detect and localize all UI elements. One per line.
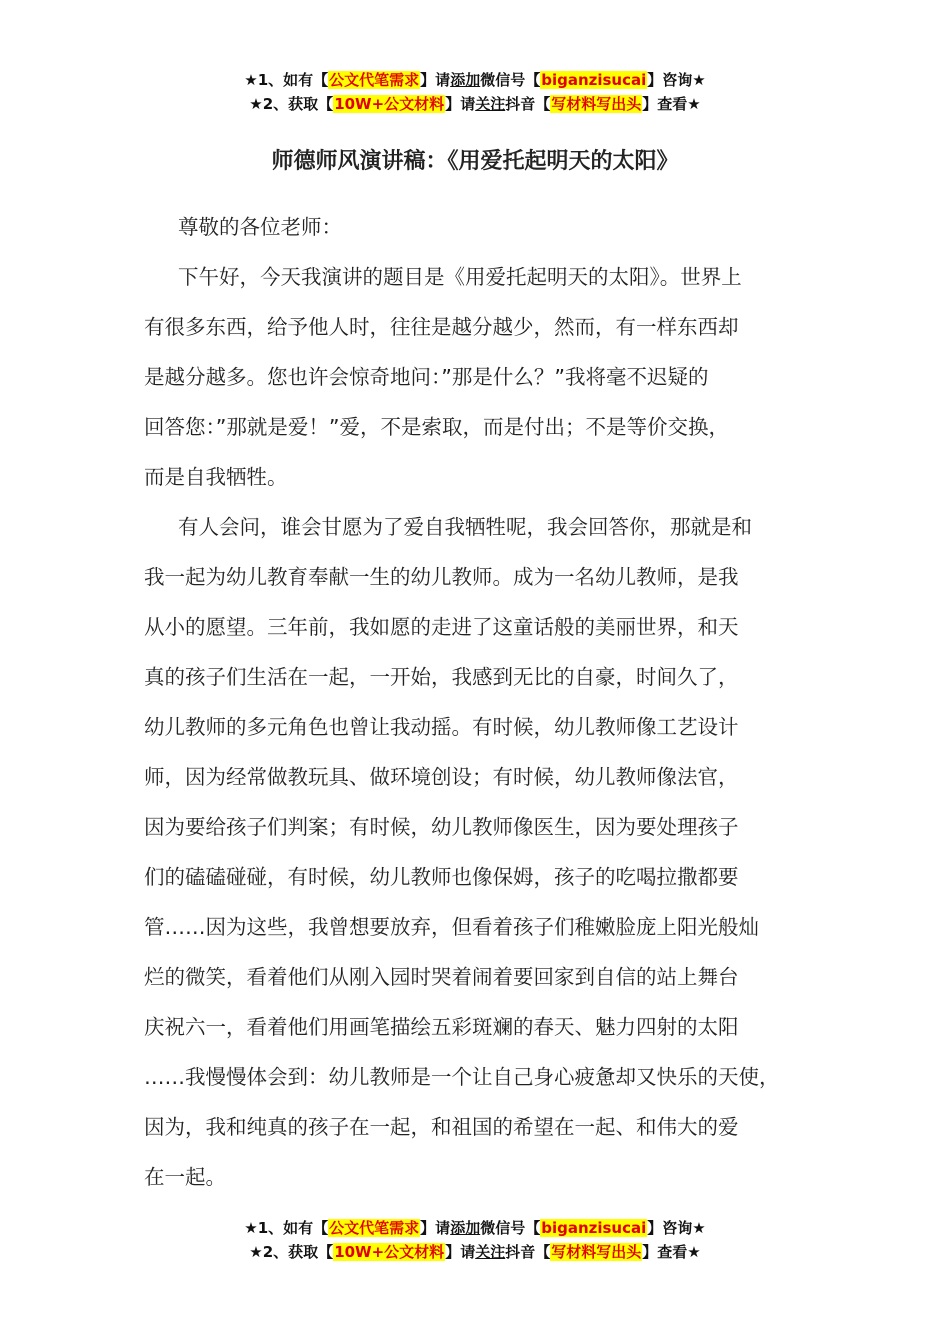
highlight-materials: 10W+公文材料	[334, 1243, 445, 1261]
underlined-follow: 关注	[475, 95, 506, 113]
promo-text: 】咨询★	[647, 71, 706, 89]
paragraph-line: 是越分越多。您也许会惊奇地问：”那是什么？”我将毫不迟疑的	[144, 365, 709, 389]
paragraph-line: 因为要给孩子们判案；有时候，幼儿教师像医生，因为要处理孩子	[144, 815, 739, 839]
header-promo	[0, 68, 950, 116]
promo-text: 抖音【	[505, 95, 551, 113]
paragraph-line: 我一起为幼儿教育奉献一生的幼儿教师。成为一名幼儿教师，是我	[144, 565, 739, 589]
promo-text: ★2、获取【	[249, 95, 334, 113]
paragraph-line: 因为，我和纯真的孩子在一起，和祖国的希望在一起、和伟大的爱	[144, 1115, 739, 1139]
paragraph-line: 师，因为经常做教玩具、做环境创设；有时候，幼儿教师像法官，	[144, 765, 739, 789]
highlight-douyin-account: 写材料写出头	[551, 1243, 642, 1261]
underlined-follow: 关注	[475, 1243, 506, 1261]
underlined-add: 添加	[450, 71, 481, 89]
paragraph-line: 在一起。	[144, 1165, 226, 1189]
paragraph-line: 烂的微笑，看着他们从刚入园时哭着闹着要回家到自信的站上舞台	[144, 965, 739, 989]
promo-text: 】请	[445, 95, 476, 113]
document-title: 师德师风演讲稿：《用爱托起明天的太阳》	[271, 149, 679, 174]
promo-text: 微信号【	[480, 1219, 541, 1237]
paragraph-line: 幼儿教师的多元角色也曾让我动摇。有时候，幼儿教师像工艺设计	[144, 715, 739, 739]
highlight-wechat-id: biganzisucai	[541, 71, 647, 89]
highlight-materials: 10W+公文材料	[334, 95, 445, 113]
underlined-add: 添加	[450, 1219, 481, 1237]
promo-text: 】查看★	[642, 95, 701, 113]
promo-text: 】请	[445, 1243, 476, 1261]
promo-text: 】咨询★	[647, 1219, 706, 1237]
highlight-douyin-account: 写材料写出头	[551, 95, 642, 113]
promo-line-2	[0, 92, 950, 116]
paragraph-line: 而是自我牺牲。	[144, 465, 288, 489]
paragraph-line: 有人会问，谁会甘愿为了爱自我牺牲呢，我会回答你，那就是和	[178, 515, 752, 539]
paragraph-line: 下午好，今天我演讲的题目是《用爱托起明天的太阳》。世界上	[178, 265, 742, 289]
promo-line-1	[0, 68, 950, 92]
paragraph-line: ……我慢慢体会到：幼儿教师是一个让自己身心疲惫却又快乐的天使，	[144, 1065, 780, 1089]
salutation-text: 尊敬的各位老师：	[178, 215, 342, 239]
paragraph-line: 管……因为这些，我曾想要放弃，但看着孩子们稚嫩脸庞上阳光般灿	[144, 915, 759, 939]
promo-text: 】请	[420, 1219, 451, 1237]
footer-promo	[0, 1216, 950, 1264]
promo-line-1	[0, 1216, 950, 1240]
salutation	[144, 202, 806, 252]
promo-text: ★1、如有【	[244, 1219, 329, 1237]
promo-text: 】请	[420, 71, 451, 89]
paragraph-line: 有很多东西，给予他人时，往往是越分越少，然而，有一样东西却	[144, 315, 739, 339]
paragraph-1	[144, 252, 806, 502]
promo-text: 抖音【	[505, 1243, 551, 1261]
paragraph-line: 从小的愿望。三年前，我如愿的走进了这童话般的美丽世界，和天	[144, 615, 739, 639]
paragraph-line: 们的磕磕碰碰，有时候，幼儿教师也像保姆，孩子的吃喝拉撒都要	[144, 865, 739, 889]
highlight-wechat-id: biganzisucai	[541, 1219, 647, 1237]
promo-text: 】查看★	[642, 1243, 701, 1261]
paragraph-line: 庆祝六一，看着他们用画笔描绘五彩斑斓的春天、魅力四射的太阳	[144, 1015, 739, 1039]
promo-text: ★1、如有【	[244, 71, 329, 89]
promo-line-2	[0, 1240, 950, 1264]
promo-text: ★2、获取【	[249, 1243, 334, 1261]
paragraph-line: 真的孩子们生活在一起，一开始，我感到无比的自豪，时间久了，	[144, 665, 739, 689]
highlight-service: 公文代笔需求	[329, 1219, 420, 1237]
paragraph-line: 回答您：”那就是爱！”爱，不是索取，而是付出；不是等价交换，	[144, 415, 729, 439]
highlight-service: 公文代笔需求	[329, 71, 420, 89]
paragraph-2	[144, 502, 806, 1202]
promo-text: 微信号【	[480, 71, 541, 89]
